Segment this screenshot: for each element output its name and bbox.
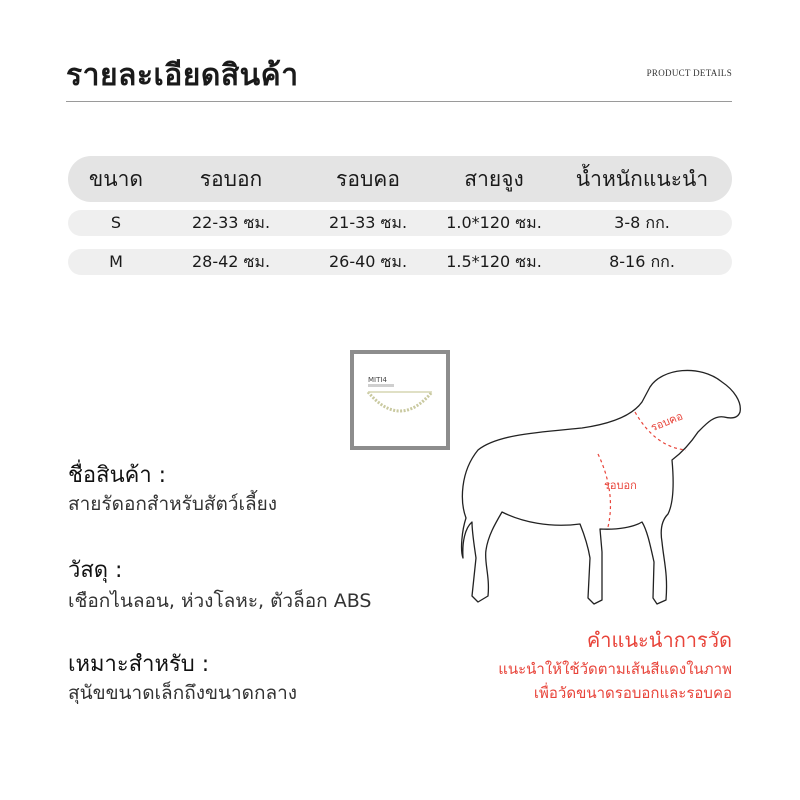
cell-neck: 21-33 ซม. [328, 213, 408, 232]
cell-weight: 8-16 กก. [609, 252, 675, 271]
dog-measurement-diagram [450, 362, 750, 612]
cell-weight: 3-8 กก. [614, 213, 670, 232]
header-chest: รอบอก [199, 167, 263, 191]
measure-tip-line: เพื่อวัดขนาดรอบอกและรอบคอ [533, 684, 732, 702]
harness-image [354, 354, 446, 446]
product-name-value: สายรัดอกสำหรับสัตว์เลี้ยง [68, 493, 278, 515]
neck-label: รอบคอ [648, 409, 685, 435]
product-thumbnail[interactable] [350, 350, 450, 450]
cell-size: S [110, 213, 122, 232]
header-weight: น้ำหนักแนะนำ [575, 167, 709, 191]
size-table-header [68, 156, 732, 202]
cell-chest: 22-33 ซม. [191, 213, 271, 232]
cell-leash: 1.5*120 ซม. [446, 252, 542, 271]
header-neck: รอบคอ [336, 167, 400, 191]
product-name-label: ชื่อสินค้า : [68, 463, 167, 488]
suitable-label: เหมาะสำหรับ : [68, 652, 210, 677]
chest-label: รอบอก [604, 479, 637, 492]
material-value: เชือกไนลอน, ห่วงโลหะ, ตัวล็อก ABS [68, 590, 372, 612]
cell-leash: 1.0*120 ซม. [446, 213, 542, 232]
cell-neck: 26-40 ซม. [328, 252, 408, 271]
table-row [68, 210, 732, 236]
dog-outline [462, 370, 741, 604]
header-size: ขนาด [88, 167, 144, 191]
measure-tip-line: แนะนำให้ใช้วัดตามเส้นสีแดงในภาพ [498, 660, 732, 678]
material-label: วัสดุ : [68, 558, 123, 583]
suitable-value: สุนัขขนาดเล็กถึงขนาดกลาง [68, 682, 298, 704]
page-title: รายละเอียดสินค้า [66, 58, 299, 93]
header-leash: สายจูง [464, 167, 524, 191]
table-row [68, 249, 732, 275]
cell-chest: 28-42 ซม. [191, 252, 271, 271]
page-subtitle: PRODUCT DETAILS [646, 68, 732, 78]
thumbnail-tag [368, 384, 394, 387]
cell-size: M [109, 252, 123, 271]
harness-strap [368, 392, 432, 411]
thumbnail-caption: MITI4 [368, 376, 387, 384]
header-divider [66, 101, 732, 102]
measure-tip-title: คำแนะนำการวัด [586, 628, 732, 652]
